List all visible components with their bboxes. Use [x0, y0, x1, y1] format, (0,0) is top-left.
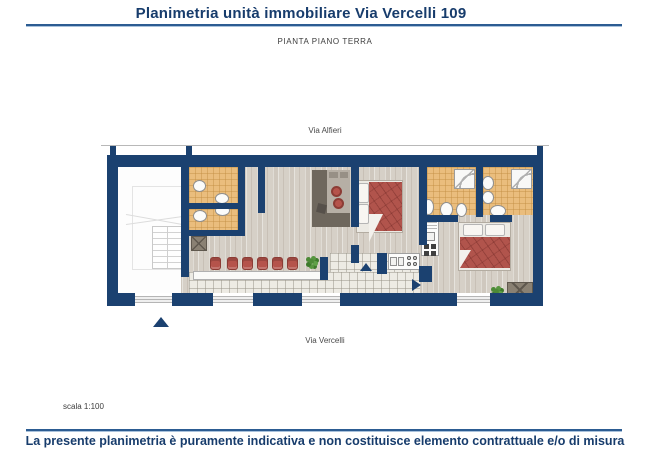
street-label-bottom: Via Vercelli: [305, 336, 345, 345]
window: [457, 296, 490, 303]
desk-equipment: [329, 172, 338, 178]
hob-icon: [424, 251, 429, 256]
burner-icon: [413, 262, 417, 266]
wall: [238, 167, 245, 236]
wall: [186, 146, 192, 155]
wall: [476, 167, 483, 217]
wall: [258, 155, 265, 213]
chair: [272, 257, 283, 270]
pillow: [358, 183, 369, 203]
chair: [210, 257, 221, 270]
wall: [189, 203, 238, 209]
burner-icon: [407, 256, 411, 260]
wall: [107, 155, 118, 306]
toilet-icon: [193, 210, 207, 222]
wall: [490, 293, 543, 306]
sheet-fold: [369, 214, 383, 242]
window: [302, 296, 340, 303]
pillow: [463, 224, 483, 236]
wall: [533, 155, 543, 306]
bar-counter: [193, 271, 328, 280]
toilet-icon: [482, 176, 494, 190]
wall: [172, 293, 213, 306]
chair: [227, 257, 238, 270]
wall: [427, 215, 458, 222]
reception-desk: [312, 213, 350, 227]
chair: [257, 257, 268, 270]
page-subtitle: PIANTA PIANO TERRA: [277, 37, 373, 46]
wall: [490, 215, 512, 222]
hob-icon: [431, 251, 436, 256]
sheet-fold: [460, 250, 471, 268]
wall: [340, 293, 457, 306]
wall: [419, 167, 427, 245]
entrance-arrow: [360, 263, 372, 271]
wall: [351, 167, 359, 227]
wall: [320, 257, 328, 280]
shower-icon: [511, 169, 532, 189]
footer-rule-shadow: [26, 431, 622, 432]
hob-icon: [431, 244, 436, 249]
burner-icon: [407, 262, 411, 266]
stool: [331, 186, 342, 197]
sink-icon: [390, 257, 397, 266]
pillow: [485, 224, 505, 236]
window: [135, 296, 172, 303]
wall: [107, 155, 543, 167]
wall: [377, 253, 387, 274]
shower-icon: [454, 169, 475, 189]
plant: [309, 259, 314, 264]
burner-icon: [413, 256, 417, 260]
pillow: [358, 204, 369, 224]
chair: [287, 257, 298, 270]
scale-label: scala 1:100: [63, 402, 104, 411]
chair: [242, 257, 253, 270]
bidet-icon: [482, 191, 494, 204]
wall: [189, 230, 245, 236]
entrance-arrow: [153, 317, 169, 327]
disclaimer-text: La presente planimetria è puramente indicativa e non costituisce elemento contrattuale e/o di misura: [25, 434, 625, 448]
wall: [107, 293, 135, 306]
wall: [253, 293, 302, 306]
wardrobe: [191, 236, 207, 251]
window: [213, 296, 253, 303]
wall: [537, 146, 543, 155]
desk-equipment: [340, 172, 348, 178]
street-label-top: Via Alfieri: [308, 126, 342, 135]
stool: [333, 198, 344, 209]
page-title: Planimetria unità immobiliare Via Vercelli 109: [135, 5, 467, 22]
wall: [110, 146, 116, 155]
stairs: [152, 226, 182, 269]
toilet-icon: [193, 180, 206, 192]
wall: [351, 245, 359, 263]
sink-icon: [398, 257, 404, 266]
entrance-arrow: [412, 279, 421, 291]
wall: [181, 155, 189, 277]
